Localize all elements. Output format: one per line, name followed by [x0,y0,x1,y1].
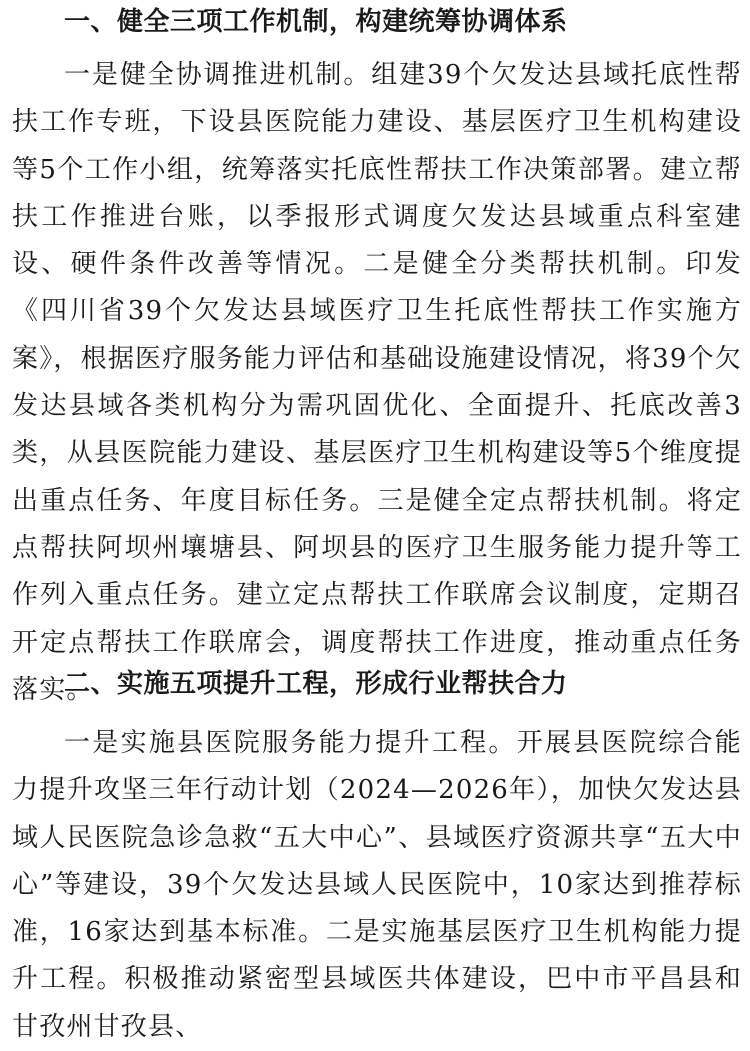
section-2-paragraph: 一是实施县医院服务能力提升工程。开展县医院综合能力提升攻坚三年行动计划（2024—2026年），加快欠发达县域人民医院急诊急救“五大中心”、县域医疗资源共享“五大中心”等建设，39个欠发达县域人民医院中，10家达到推荐标准，16家达到基本标准。二是实施基层医疗卫生机构能力提升工程。积极推动紧密型县域医共体建设，巴中市平昌县和甘孜州甘孜县、 [12,728,742,1042]
section-1-heading: 一、健全三项工作机制，构建统筹协调体系 [64,7,568,37]
section-2-heading: 二、实施五项提升工程，形成行业帮扶合力 [64,669,568,699]
section-1-paragraph: 一是健全协调推进机制。组建39个欠发达县域托底性帮扶工作专班，下设县医院能力建设、基层医疗卫生机构建设等5个工作小组，统筹落实托底性帮扶工作决策部署。建立帮扶工作推进台账，以季报形式调度欠发达县域重点科室建设、硬件条件改善等情况。二是健全分类帮扶机制。印发《四川省39个欠发达县域医疗卫生托底性帮扶工作实施方案》，根据医疗服务能力评估和基础设施建设情况，将39个欠发达县域各类机构分为需巩固优化、全面提升、托底改善3类，从县医院能力建设、基层医疗卫生机构建设等5个维度提出重点任务、年度目标任务。三是健全定点帮扶机制。将定点帮扶阿坝州壤塘县、阿坝县的医疗卫生服务能力提升等工作列入重点任务。建立定点帮扶工作联席会议制度，定期召开定点帮扶工作联席会，调度帮扶工作进度，推动重点任务落实。 [12,60,742,705]
